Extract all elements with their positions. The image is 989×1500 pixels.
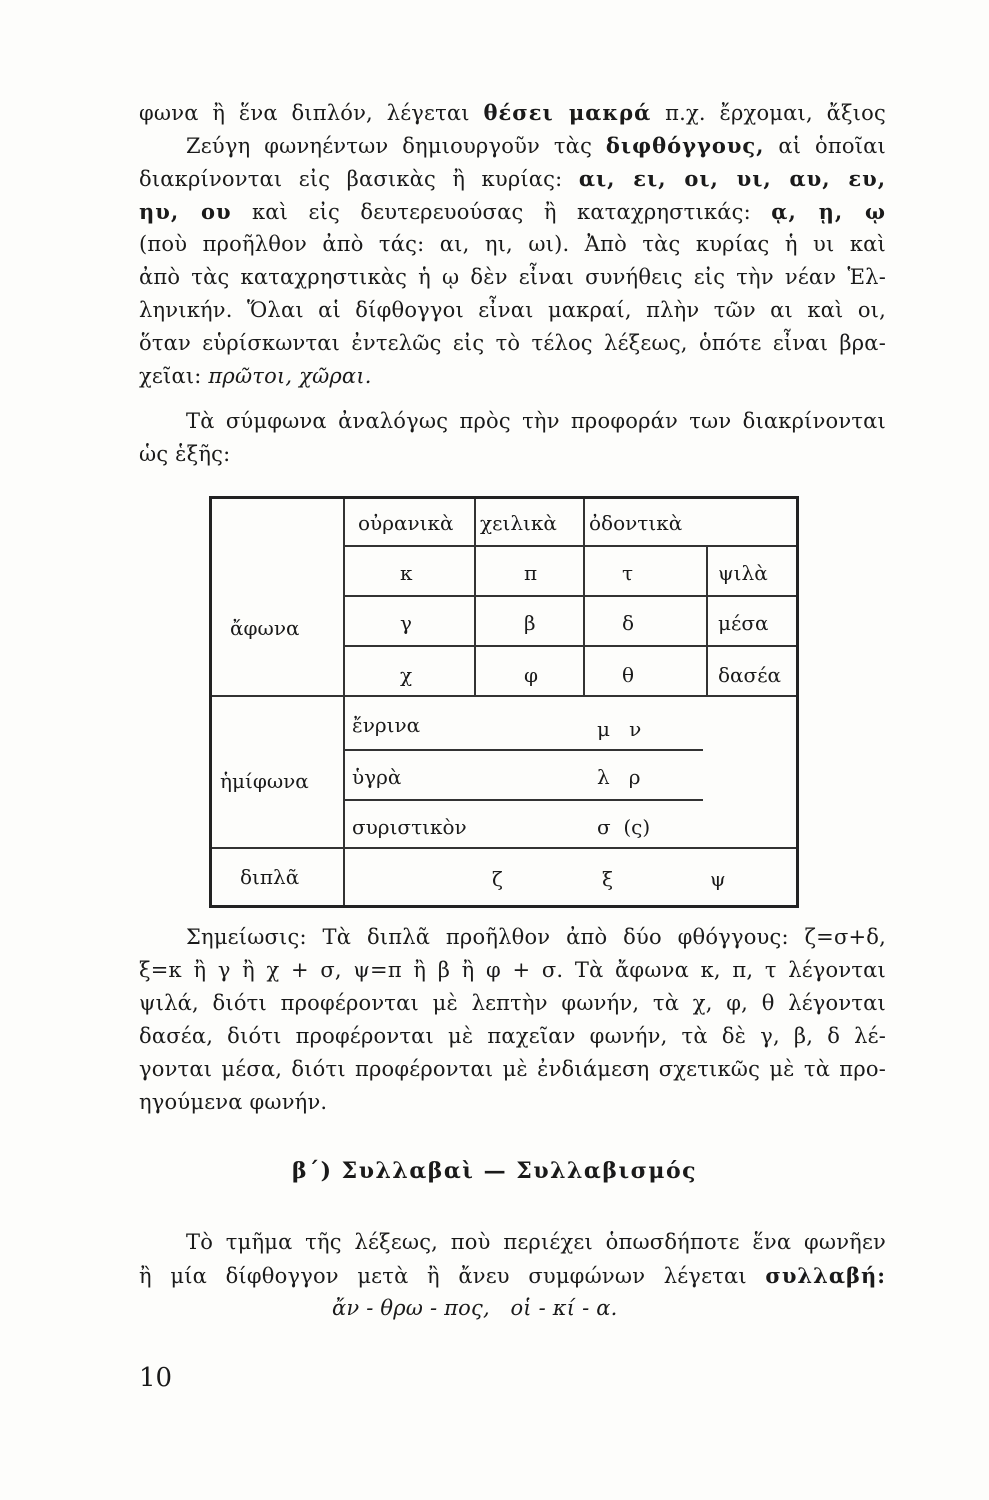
note-line: ξ=κ ἢ γ ἢ χ + σ, ψ=π ἢ β ἢ φ + σ. Τὰ ἄφωνα κ, π, τ λέγονται [139, 958, 886, 982]
table-cell: θ [622, 663, 635, 687]
table-divider [212, 695, 796, 697]
table-divider [212, 847, 796, 849]
bold-term: ᾳ, ῃ, ῳ [771, 199, 886, 224]
italic-example: πρῶτοι, χῶραι. [208, 364, 372, 388]
text-line: ἀπὸ τὰς καταχρηστικὰς ἡ ῳ δὲν εἶναι συνήθεις εἰς τὴν νέαν Ἑλ- [139, 265, 886, 289]
table-cell: λ ρ [597, 765, 641, 789]
table-cell: δασέα [718, 663, 782, 687]
table-cell: μέσα [718, 611, 769, 635]
text-span: ἢ μία δίφθογγον μετὰ ἢ ἄνευ συμφώνων λέγεται [139, 1264, 747, 1288]
text-span: φωνα ἢ ἕνα διπλόν, λέγεται [139, 101, 470, 125]
text-line: Τὸ τμῆμα τῆς λέξεως, ποὺ περιέχει ὁπωσδήποτε ἕνα φωνῆεν [186, 1230, 886, 1254]
text-span: π.χ. ἔρχομαι, ἄξιος [665, 101, 886, 125]
note-line: ψιλά, διότι προφέρονται μὲ λεπτὴν φωνήν, τὰ χ, φ, θ λέγονται [139, 991, 886, 1015]
text-line: Τὰ σύμφωνα ἀναλόγως πρὸς τὴν προφοράν των διακρίνονται [186, 409, 886, 433]
table-cell: ἔνρινα [352, 713, 421, 737]
bold-term: συλλαβή: [765, 1263, 886, 1288]
note-line: δασέα, διότι προφέρονται μὲ παχεῖαν φωνήν, τὰ δὲ γ, β, δ λέ- [139, 1024, 886, 1048]
table-cell: ὑγρὰ [352, 765, 402, 789]
table-divider [474, 499, 476, 695]
page-number: 10 [139, 1363, 173, 1393]
column-header: χειλικὰ [480, 511, 557, 535]
table-cell: ψ [710, 867, 726, 891]
text-line [139, 364, 372, 388]
text-line: ὅταν εὑρίσκωνται ἐντελῶς εἰς τὸ τέλος λέξεως, ὁπότε εἶναι βρα- [139, 331, 886, 355]
table-divider [343, 645, 796, 647]
group-label: διπλᾶ [240, 865, 300, 889]
note-line: Σημείωσις: Τὰ διπλᾶ προῆλθον ἀπὸ δύο φθόγγους: ζ=σ+δ, [186, 925, 886, 949]
section-heading: β΄) Συλλαβαὶ — Συλλαβισμός [291, 1158, 698, 1184]
table-cell: μ ν [597, 717, 642, 741]
text-span: χεῖαι: [139, 364, 202, 388]
table-divider [343, 799, 703, 801]
text-span: διακρίνονται εἰς βασικὰς ἢ κυρίας: [139, 167, 563, 191]
table-cell: τ [622, 561, 634, 585]
table-cell: ζ [492, 867, 503, 891]
text-line: ὡς ἑξῆς: [139, 442, 231, 466]
table-divider [343, 749, 703, 751]
group-label: ἄφωνα [230, 616, 300, 640]
table-divider [343, 499, 345, 905]
bold-term: διφθόγγους, [605, 133, 765, 158]
bold-term: αι, ει, οι, υι, αυ, ευ, [578, 166, 886, 191]
note-line: γονται μέσα, διότι προφέρονται μὲ ἐνδιάμεση σχετικῶς μὲ τὰ προ- [139, 1057, 886, 1081]
group-label: ἡμίφωνα [220, 769, 309, 793]
table-cell: β [524, 611, 536, 635]
bold-term: θέσει μακρά [483, 100, 652, 125]
text-line [186, 133, 886, 158]
syllable-example: ἄν - θρω - πος, οἱ - κί - α. [332, 1296, 618, 1320]
table-cell: φ [524, 663, 539, 687]
table-divider [343, 595, 796, 597]
table-divider [583, 499, 585, 695]
text-span: καὶ εἰς δευτερευούσας ἢ καταχρηστικάς: [251, 200, 751, 224]
table-cell: συριστικὸν [352, 815, 467, 839]
text-span: Ζεύγη φωνηέντων δημιουργοῦν τὰς [186, 134, 593, 158]
text-line [139, 100, 886, 125]
note-line: ηγούμενα φωνήν. [139, 1090, 328, 1114]
text-line [139, 166, 886, 191]
table-cell: χ [400, 663, 413, 687]
table-cell: ξ [602, 867, 614, 891]
table-divider [706, 545, 708, 695]
table-cell: κ [400, 561, 413, 585]
table-cell: γ [400, 611, 412, 635]
text-span: αἱ ὁποῖαι [778, 134, 886, 158]
text-line [139, 199, 886, 224]
table-cell: δ [622, 611, 635, 635]
table-divider [343, 545, 796, 547]
table-cell: π [524, 561, 538, 585]
column-header: ὀδοντικὰ [589, 511, 683, 535]
text-line [139, 1263, 886, 1288]
bold-term: ηυ, ου [139, 199, 232, 224]
text-line: (ποὺ προῆλθον ἀπὸ τάς: αι, ηι, ωι). Ἀπὸ τὰς κυρίας ἡ υι καὶ [139, 232, 886, 256]
table-cell: ψιλὰ [718, 561, 768, 585]
consonant-table [209, 496, 799, 908]
text-line: ληνικήν. Ὅλαι αἱ δίφθογγοι εἶναι μακραί, πλὴν τῶν αι καὶ οι, [139, 298, 886, 322]
column-header: οὐρανικὰ [358, 511, 454, 535]
table-cell: σ (ς) [597, 815, 651, 839]
